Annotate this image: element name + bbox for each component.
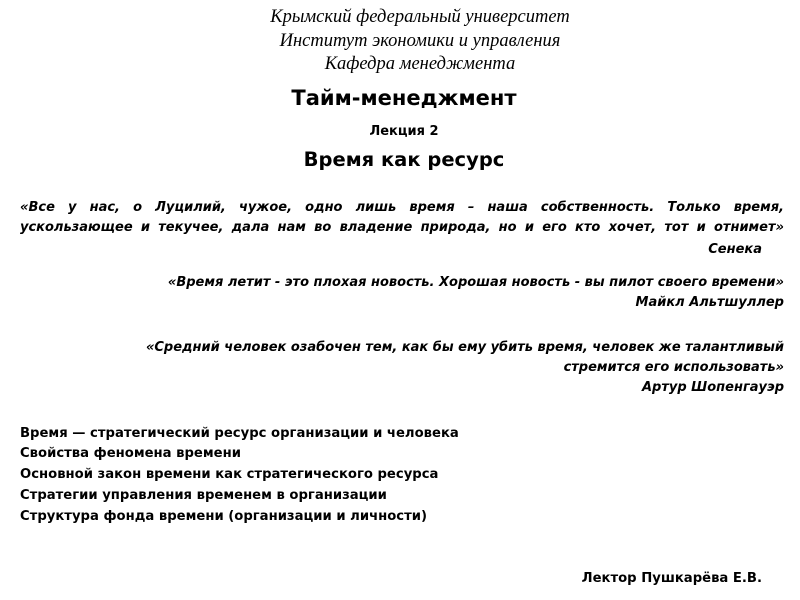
department-name: Кафедра менеджмента — [324, 54, 516, 74]
quote-3-line-1: «Средний человек озабочен тем, как бы ему убить время, человек же талантливый — [145, 340, 784, 355]
quote-1-author: Сенека — [708, 242, 762, 257]
course-title: Тайм-менеджмент — [291, 86, 517, 110]
quote-2-text: «Время летит - это плохая новость. Хорошая новость - вы пилот своего времени» — [167, 275, 784, 290]
lecture-label: Лекция 2 — [369, 124, 439, 139]
quote-3-author: Артур Шопенгауэр — [641, 380, 784, 395]
quote-1-line-1: «Все у нас, о Луцилий, чужое, одно лишь время – наша собственность. Только время, — [20, 200, 784, 215]
university-name: Крымский федеральный университет — [270, 7, 570, 27]
topic-item: Время — стратегический ресурс организации и человека — [20, 426, 459, 441]
lecture-title: Время как ресурс — [303, 148, 505, 171]
lecturer-name: Лектор Пушкарёва Е.В. — [581, 571, 762, 586]
institute-name: Институт экономики и управления — [279, 31, 561, 51]
topic-item: Основной закон времени как стратегического ресурса — [20, 467, 439, 482]
topic-item: Стратегии управления временем в организации — [20, 488, 387, 503]
quote-2-author: Майкл Альтшуллер — [635, 295, 784, 310]
quote-1-line-2: ускользающее и текучее, дала нам во владение природа, но и его кто хочет, тот и отнимет» — [20, 220, 784, 235]
quote-3-line-2: стремится его использовать» — [563, 360, 784, 375]
topic-item: Свойства феномена времени — [20, 446, 241, 461]
topic-item: Структура фонда времени (организации и личности) — [20, 509, 428, 524]
